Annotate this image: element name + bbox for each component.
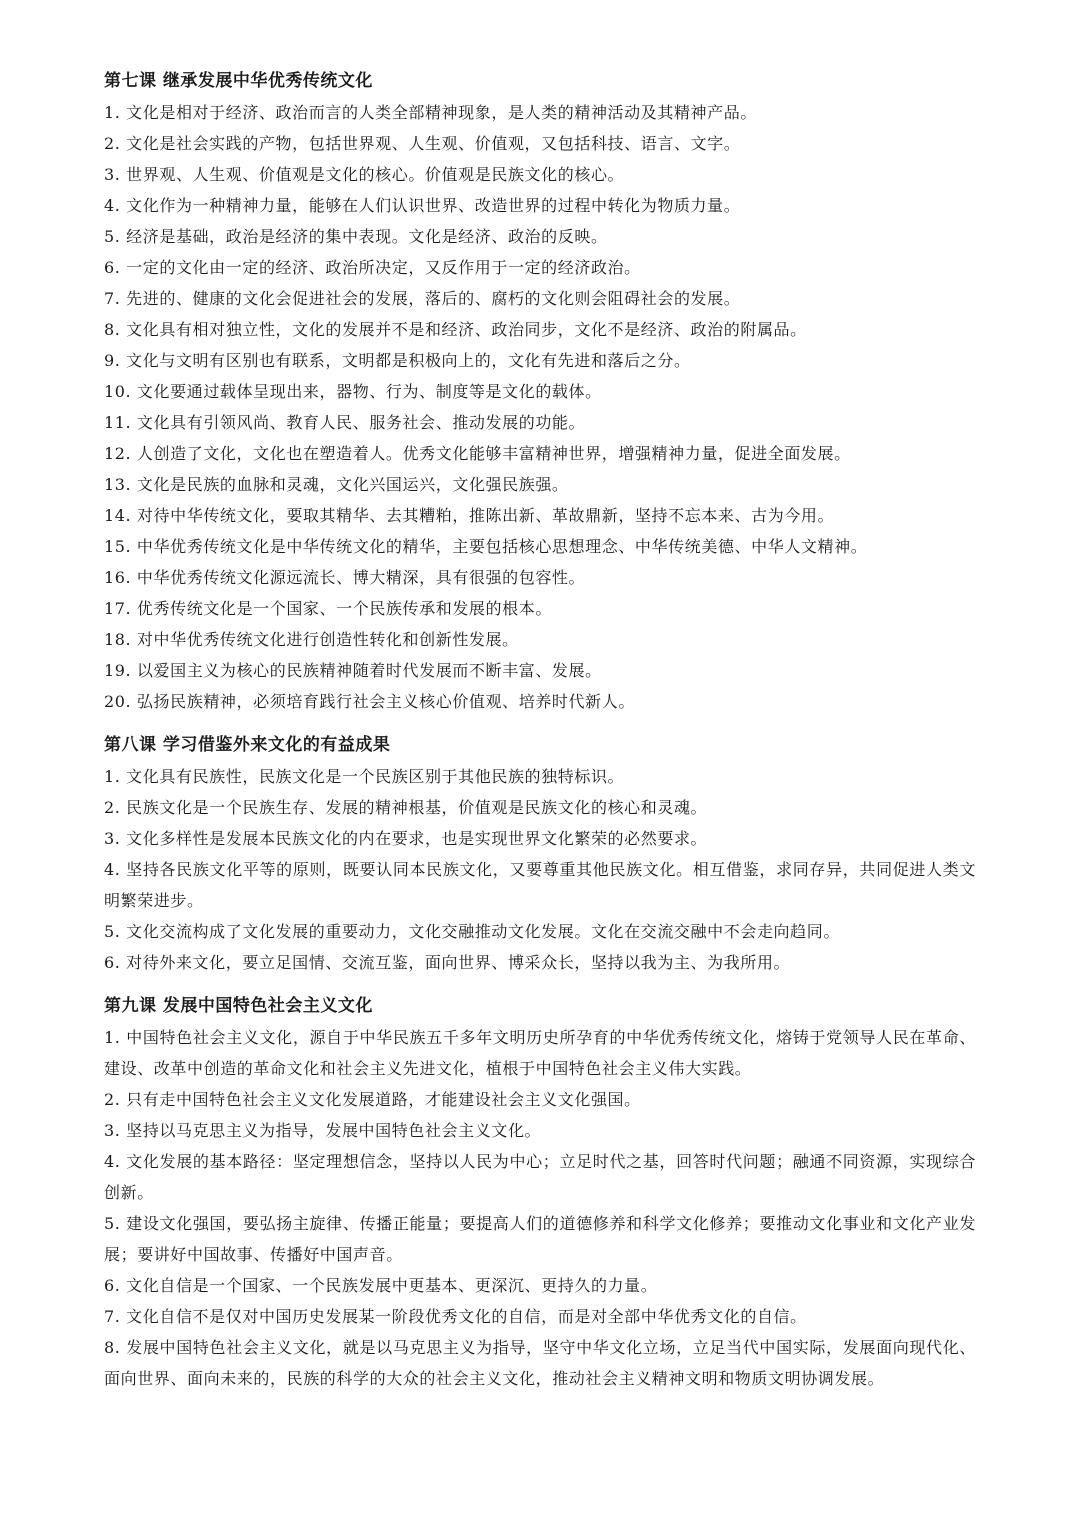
list-item: 8. 文化具有相对独立性，文化的发展并不是和经济、政治同步，文化不是经济、政治的附属品。 <box>104 320 807 339</box>
section-lesson-9 <box>104 991 976 1394</box>
list-item: 3. 世界观、人生观、价值观是文化的核心。价值观是民族文化的核心。 <box>104 165 625 184</box>
list-item: 1. 文化是相对于经济、政治而言的人类全部精神现象，是人类的精神活动及其精神产品。 <box>104 103 757 122</box>
list-item: 15. 中华优秀传统文化是中华传统文化的精华，主要包括核心思想理念、中华传统美德、中华人文精神。 <box>104 537 868 556</box>
list-item: 2. 只有走中国特色社会主义文化发展道路，才能建设社会主义文化强国。 <box>104 1090 641 1109</box>
list-item: 7. 先进的、健康的文化会促进社会的发展，落后的、腐朽的文化则会阻碍社会的发展。 <box>104 289 741 308</box>
list-item: 11. 文化具有引领风尚、教育人民、服务社会、推动发展的功能。 <box>104 413 586 432</box>
section-lesson-8 <box>104 730 976 978</box>
list-item: 18. 对中华优秀传统文化进行创造性转化和创新性发展。 <box>104 630 519 649</box>
list-item: 1. 文化具有民族性，民族文化是一个民族区别于其他民族的独特标识。 <box>104 767 625 786</box>
list-item: 17. 优秀传统文化是一个国家、一个民族传承和发展的根本。 <box>104 599 552 618</box>
list-item: 16. 中华优秀传统文化源远流长、博大精深，具有很强的包容性。 <box>104 568 586 587</box>
list-item: 3. 坚持以马克思主义为指导，发展中国特色社会主义文化。 <box>104 1121 542 1140</box>
list-item: 4. 文化发展的基本路径：坚定理想信念，坚持以人民为中心；立足时代之基，回答时代问题；融通不同资源，实现综合创新。 <box>104 1152 976 1202</box>
document-page <box>104 66 976 1394</box>
list-item: 5. 文化交流构成了文化发展的重要动力，文化交融推动文化发展。文化在交流交融中不会走向趋同。 <box>104 922 840 941</box>
list-item: 6. 对待外来文化，要立足国情、交流互鉴，面向世界、博采众长，坚持以我为主、为我所用。 <box>104 953 791 972</box>
list-item: 8. 发展中国特色社会主义文化，就是以马克思主义为指导，坚守中华文化立场，立足当代中国实际，发展面向现代化、面向世界、面向未来的，民族的科学的大众的社会主义文化，推动社会主义精神文明和物质文明协调发展。 <box>104 1338 976 1388</box>
section-lesson-7 <box>104 66 976 717</box>
list-item: 2. 文化是社会实践的产物，包括世界观、人生观、价值观，又包括科技、语言、文字。 <box>104 134 741 153</box>
section-title: 第八课 学习借鉴外来文化的有益成果 <box>104 735 391 755</box>
list-item: 12. 人创造了文化，文化也在塑造着人。优秀文化能够丰富精神世界，增强精神力量，促进全面发展。 <box>104 444 851 463</box>
list-item: 19. 以爱国主义为核心的民族精神随着时代发展而不断丰富、发展。 <box>104 661 602 680</box>
list-item: 5. 建设文化强国，要弘扬主旋律、传播正能量；要提高人们的道德修养和科学文化修养；要推动文化事业和文化产业发展；要讲好中国故事、传播好中国声音。 <box>104 1214 976 1264</box>
list-item: 10. 文化要通过载体呈现出来，器物、行为、制度等是文化的载体。 <box>104 382 602 401</box>
list-item: 9. 文化与文明有区别也有联系，文明都是积极向上的，文化有先进和落后之分。 <box>104 351 691 370</box>
list-item: 13. 文化是民族的血脉和灵魂，文化兴国运兴，文化强民族强。 <box>104 475 569 494</box>
list-item: 2. 民族文化是一个民族生存、发展的精神根基，价值观是民族文化的核心和灵魂。 <box>104 798 708 817</box>
section-title: 第九课 发展中国特色社会主义文化 <box>104 996 373 1016</box>
list-item: 6. 一定的文化由一定的经济、政治所决定，又反作用于一定的经济政治。 <box>104 258 641 277</box>
list-item: 4. 文化作为一种精神力量，能够在人们认识世界、改造世界的过程中转化为物质力量。 <box>104 196 741 215</box>
list-item: 3. 文化多样性是发展本民族文化的内在要求，也是实现世界文化繁荣的必然要求。 <box>104 829 708 848</box>
list-item: 5. 经济是基础，政治是经济的集中表现。文化是经济、政治的反映。 <box>104 227 608 246</box>
list-item: 4. 坚持各民族文化平等的原则，既要认同本民族文化，又要尊重其他民族文化。相互借鉴，求同存异，共同促进人类文明繁荣进步。 <box>104 860 976 910</box>
list-item: 14. 对待中华传统文化，要取其精华、去其糟粕，推陈出新、革故鼎新，坚持不忘本来、古为今用。 <box>104 506 835 525</box>
list-item: 20. 弘扬民族精神，必须培育践行社会主义核心价值观、培养时代新人。 <box>104 692 635 711</box>
section-title: 第七课 继承发展中华优秀传统文化 <box>104 71 373 91</box>
list-item: 6. 文化自信是一个国家、一个民族发展中更基本、更深沉、更持久的力量。 <box>104 1276 658 1295</box>
list-item: 7. 文化自信不是仅对中国历史发展某一阶段优秀文化的自信，而是对全部中华优秀文化的自信。 <box>104 1307 807 1326</box>
list-item: 1. 中国特色社会主义文化，源自于中华民族五千多年文明历史所孕育的中华优秀传统文化，熔铸于党领导人民在革命、建设、改革中创造的革命文化和社会主义先进文化，植根于中国特色社会主义伟大实践。 <box>104 1028 976 1078</box>
